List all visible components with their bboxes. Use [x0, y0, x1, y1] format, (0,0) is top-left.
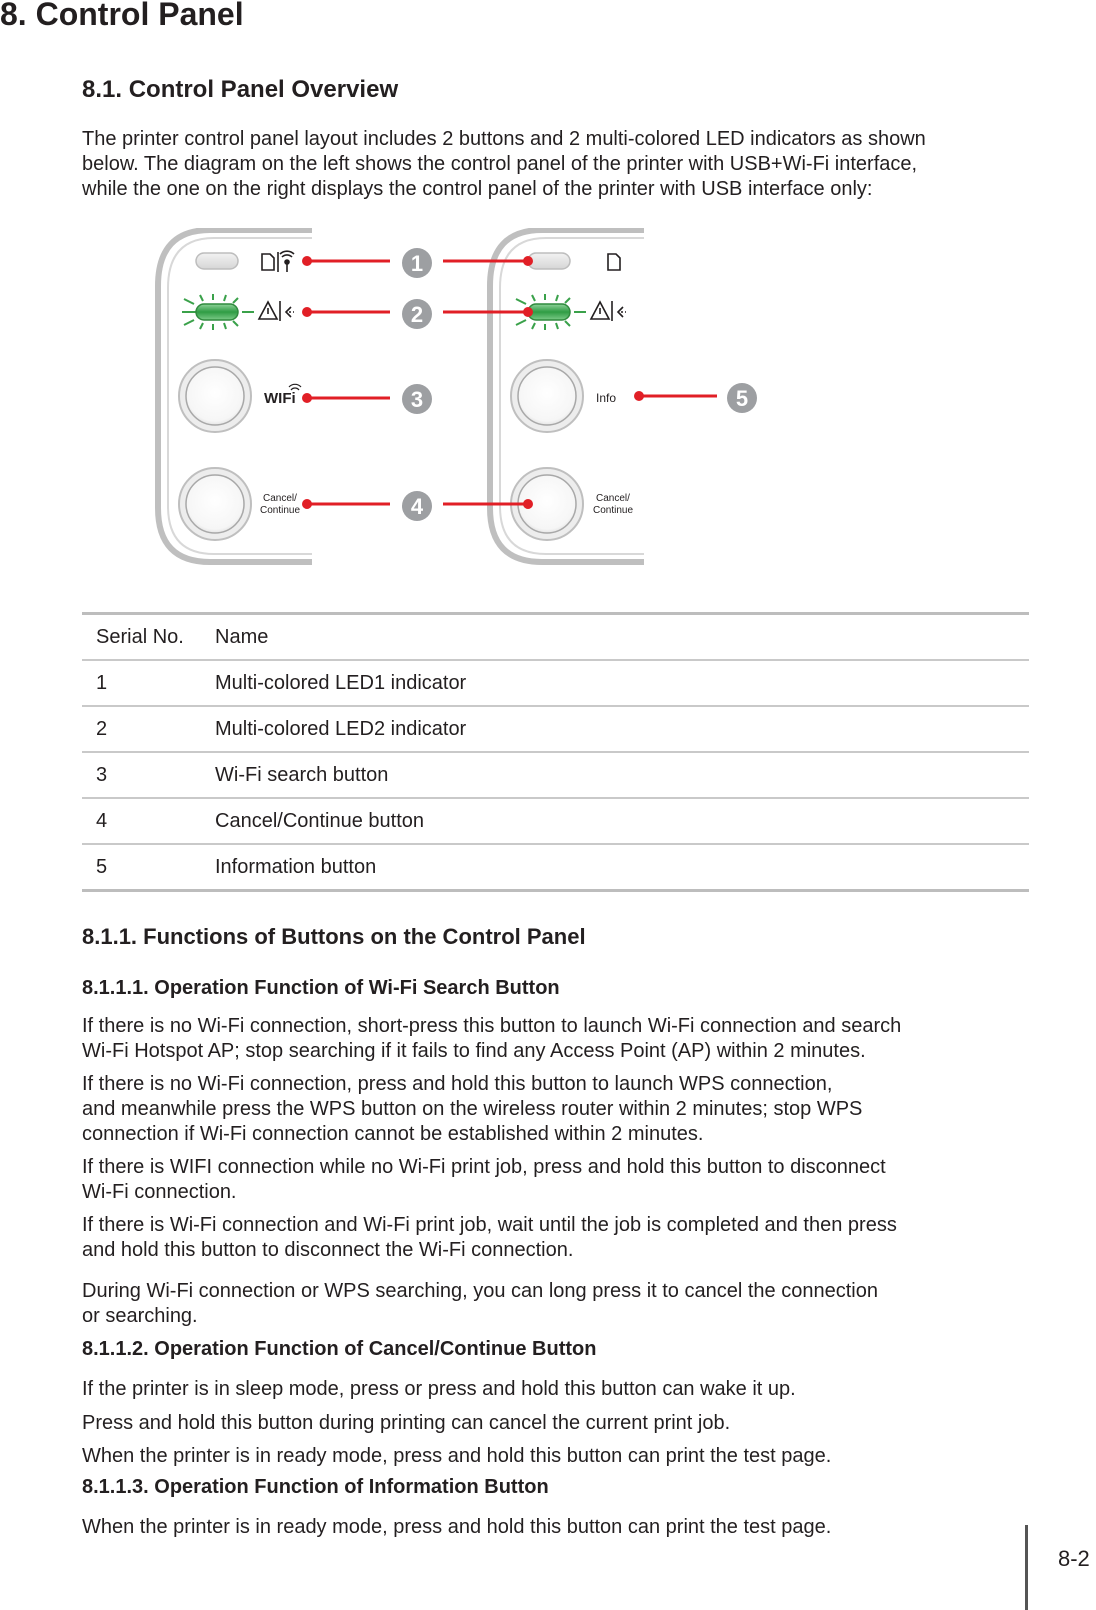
- paragraph-line: or searching.: [82, 1305, 198, 1327]
- section-title: 8.1. Control Panel Overview: [82, 76, 399, 103]
- cancel-label-line1: Cancel/: [263, 493, 297, 504]
- serial-cell: 1: [82, 660, 201, 706]
- intro-line: while the one on the right displays the control panel of the printer with USB interface only:: [82, 178, 873, 200]
- paragraph-line: If there is no Wi-Fi connection, press and hold this button to launch WPS connection,: [82, 1073, 833, 1095]
- wifi-paragraph: [82, 1072, 862, 1147]
- wifi-search-button[interactable]: [186, 367, 244, 425]
- name-cell: Multi-colored LED1 indicator: [201, 660, 1029, 706]
- serial-table: [82, 612, 1029, 892]
- wifi-paragraph: [82, 1014, 901, 1064]
- led1-indicator: [528, 253, 570, 269]
- table-row: [82, 706, 1029, 752]
- header-name: Name: [201, 614, 1029, 661]
- callout-1-number: 1: [410, 251, 424, 276]
- paragraph-line: and meanwhile press the WPS button on the wireless router within 2 minutes; stop WPS: [82, 1098, 863, 1120]
- page-number: 8-2: [1058, 1546, 1090, 1571]
- serial-cell: 2: [82, 706, 201, 752]
- table-row: [82, 752, 1029, 798]
- table-header-row: [82, 614, 1029, 661]
- cancel-label-line2: Continue: [593, 505, 634, 516]
- wifi-label: WIFi: [264, 390, 296, 407]
- cancel-paragraph: When the printer is in ready mode, press and hold this button can print the test page.: [82, 1445, 832, 1467]
- led1-indicator: [196, 253, 238, 269]
- name-cell: Multi-colored LED2 indicator: [201, 706, 1029, 752]
- footer-divider: [1025, 1525, 1028, 1610]
- cancel-paragraph: If the printer is in sleep mode, press or press and hold this button can wake it up.: [82, 1378, 796, 1400]
- cancel-label-line2: Continue: [260, 505, 301, 516]
- cancel-label-line1: Cancel/: [596, 493, 630, 504]
- paper-icon: [608, 254, 620, 270]
- cancel-continue-button[interactable]: [186, 475, 244, 533]
- intro-paragraph: [82, 127, 926, 202]
- paragraph-line: If there is WIFI connection while no Wi-Fi print job, press and hold this button to disconnect: [82, 1156, 886, 1178]
- serial-cell: 5: [82, 844, 201, 891]
- info-button[interactable]: [518, 367, 576, 425]
- paragraph-line: If there is Wi-Fi connection and Wi-Fi print job, wait until the job is completed and then press: [82, 1214, 897, 1236]
- leader-dots: [302, 256, 644, 509]
- info-paragraph: When the printer is in ready mode, press and hold this button can print the test page.: [82, 1516, 832, 1538]
- panel-usb-wifi: [158, 230, 312, 562]
- info-label: Info: [596, 391, 617, 405]
- warning-data-icon: [259, 301, 294, 321]
- info-button-heading: 8.1.1.3. Operation Function of Information Button: [82, 1476, 549, 1498]
- chapter-title: 8. Control Panel: [0, 0, 244, 32]
- paper-wifi-icon: [262, 251, 294, 272]
- name-cell: Cancel/Continue button: [201, 798, 1029, 844]
- callout-2-number: 2: [410, 302, 424, 327]
- cancel-paragraph: Press and hold this button during printing can cancel the current print job.: [82, 1412, 731, 1434]
- paragraph-line: connection if Wi-Fi connection cannot be established within 2 minutes.: [82, 1123, 704, 1145]
- wifi-paragraph: [82, 1155, 886, 1205]
- led2-indicator: [528, 304, 570, 320]
- functions-heading: 8.1.1. Functions of Buttons on the Control Panel: [82, 924, 586, 949]
- intro-line: The printer control panel layout includes 2 buttons and 2 multi-colored LED indicators as shown: [82, 128, 926, 150]
- serial-cell: 4: [82, 798, 201, 844]
- name-cell: Information button: [201, 844, 1029, 891]
- table-row: [82, 844, 1029, 891]
- control-panel-diagram: [150, 228, 790, 588]
- table-row: [82, 798, 1029, 844]
- intro-line: below. The diagram on the left shows the control panel of the printer with USB+Wi-Fi interface,: [82, 153, 918, 175]
- callout-5-number: 5: [735, 386, 749, 411]
- leader-lines: [307, 261, 717, 504]
- wifi-button-heading: 8.1.1.1. Operation Function of Wi-Fi Search Button: [82, 977, 560, 999]
- callout-4-number: 4: [410, 494, 424, 519]
- wifi-paragraph: [82, 1279, 878, 1329]
- paragraph-line: Wi-Fi connection.: [82, 1181, 237, 1203]
- cancel-button-heading: 8.1.1.2. Operation Function of Cancel/Continue Button: [82, 1338, 597, 1360]
- name-cell: Wi-Fi search button: [201, 752, 1029, 798]
- warning-data-icon: [591, 301, 626, 321]
- paragraph-line: and hold this button to disconnect the Wi-Fi connection.: [82, 1239, 574, 1261]
- wifi-paragraph: [82, 1213, 897, 1263]
- header-serial-no: Serial No.: [82, 614, 201, 661]
- paragraph-line: If there is no Wi-Fi connection, short-press this button to launch Wi-Fi connection and search: [82, 1015, 902, 1037]
- panel-usb-only: [490, 230, 644, 562]
- led2-indicator: [196, 304, 238, 320]
- serial-cell: 3: [82, 752, 201, 798]
- callout-3-number: 3: [410, 387, 424, 412]
- table-row: [82, 660, 1029, 706]
- paragraph-line: During Wi-Fi connection or WPS searching, you can long press it to cancel the connection: [82, 1280, 878, 1302]
- paragraph-line: Wi-Fi Hotspot AP; stop searching if it fails to find any Access Point (AP) within 2 minutes.: [82, 1040, 866, 1062]
